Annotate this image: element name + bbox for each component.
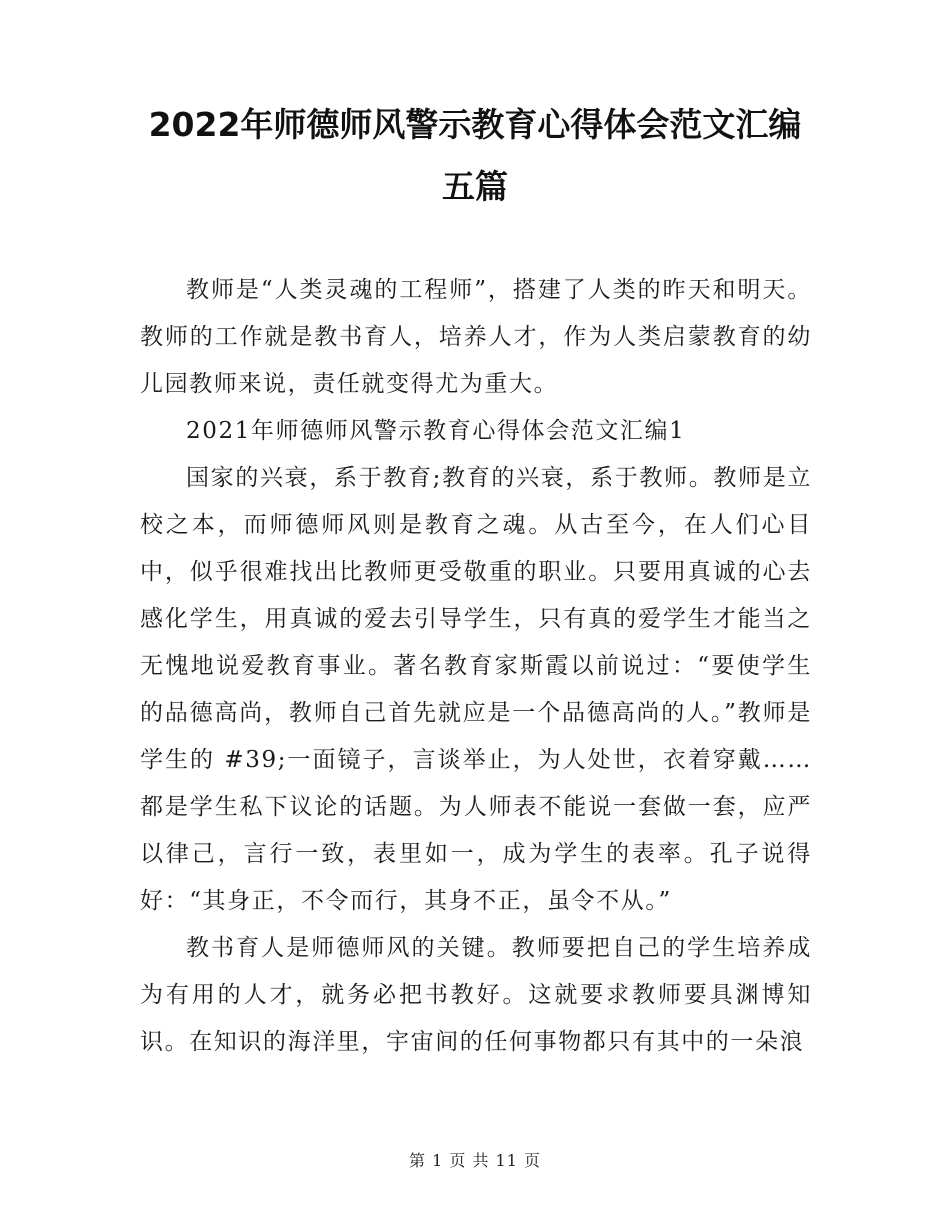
- paragraph-teacher-morality: 国家的兴衰，系于教育;教育的兴衰，系于教师。教师是立校之本，而师德师风则是教育之魂。从古至今，在人们心目中，似乎很难找出比教师更受敬重的职业。只要用真诚的心去感化学生，用真诚的爱去引导学生，只有真的爱学生才能当之无愧地说爱教育事业。著名教育家斯霞以前说过：“要使学生的品德高尚，教师自己首先就应是一个品德高尚的人。”教师是学生的 #39;一面镜子，言谈举止，为人处世，衣着穿戴……都是学生私下议论的话题。为人师表不能说一套做一套，应严以律己，言行一致，表里如一，成为学生的表率。孔子说得好：“其身正，不令而行，其身不正，虽令不从。”: [140, 465, 812, 914]
- document-body: [140, 267, 812, 1066]
- page-footer: [0, 1148, 950, 1171]
- page-number-label: 第 1 页 共 11 页: [409, 1151, 541, 1170]
- document-title: [120, 94, 830, 218]
- paragraph-section-heading: 2021年师德师风警示教育心得体会范文汇编1: [186, 418, 686, 444]
- paragraph-intro: 教师是“人类灵魂的工程师”，搭建了人类的昨天和明天。教师的工作就是教书育人，培养人才，作为人类启蒙教育的幼儿园教师来说，责任就变得尤为重大。: [140, 277, 812, 397]
- title-line-1: 2022年师德师风警示教育心得体会范文汇编: [148, 105, 802, 144]
- paragraph-teaching-key: 教书育人是师德师风的关键。教师要把自己的学生培养成为有用的人才，就务必把书教好。这就要求教师要具渊博知识。在知识的海洋里，宇宙间的任何事物都只有其中的一朵浪: [140, 935, 812, 1055]
- title-line-2: 五篇: [442, 167, 508, 206]
